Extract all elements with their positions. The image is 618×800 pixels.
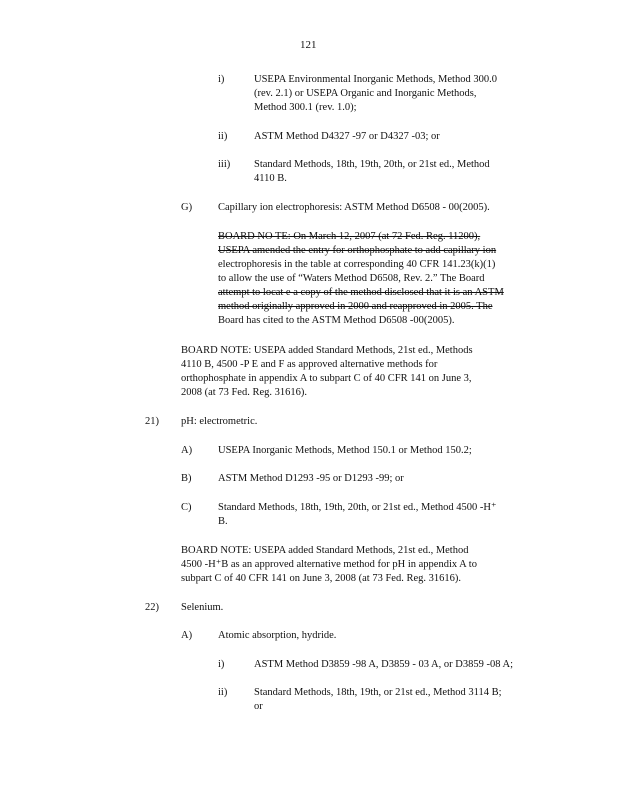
list-marker: C) — [181, 502, 192, 513]
list-marker: B) — [181, 473, 192, 484]
list-marker: ii) — [218, 131, 228, 142]
board-note-line: to allow the use of “Waters Method D6508, Rev. 2.” The Board — [218, 273, 485, 284]
list-item-text: B. — [218, 516, 228, 527]
section-heading: pH: electrometric. — [181, 416, 258, 427]
list-item-text: or — [254, 701, 263, 712]
list-item-text: Standard Methods, 18th, 19th, or 21st ed., Method 3114 B; — [254, 687, 502, 698]
list-item-text: Standard Methods, 18th, 19th, 20th, or 21st ed., Method — [254, 159, 490, 170]
list-marker: i) — [218, 659, 225, 670]
list-marker: A) — [181, 630, 193, 641]
list-item-text: Atomic absorption, hydride. — [218, 630, 337, 641]
list-marker: ii) — [218, 687, 228, 698]
board-note-line: electrophoresis in the table at corresponding 40 CFR 141.23(k)(1) — [218, 259, 496, 270]
list-item-text: Capillary ion electrophoresis: ASTM Method D6508 - 00(2005). — [218, 202, 490, 213]
board-note-line: 2008 (at 73 Fed. Reg. 31616). — [181, 387, 307, 398]
list-item-text: 4110 B. — [254, 173, 287, 184]
board-note-line: subpart C of 40 CFR 141 on June 3, 2008 (at 73 Fed. Reg. 31616). — [181, 573, 461, 584]
list-marker: i) — [218, 74, 225, 85]
page-number: 121 — [300, 39, 317, 51]
board-note-line-struck: USEPA amended the entry for orthophosphate to add capillary ion — [218, 245, 497, 256]
section-marker: 21) — [145, 416, 159, 427]
list-item-text: Method 300.1 (rev. 1.0); — [254, 102, 357, 113]
list-item-text: ASTM Method D4327 -97 or D4327 -03; or — [254, 131, 440, 142]
board-note-line: BOARD NOTE: USEPA added Standard Methods, 21st ed., Method — [181, 545, 469, 556]
section-marker: 22) — [145, 602, 159, 613]
board-note-line-struck: BOARD NO TE: On March 12, 2007 (at 72 Fed. Reg. 11200), — [218, 231, 481, 242]
list-marker: A) — [181, 445, 193, 456]
list-item-text: Standard Methods, 18th, 19th, 20th, or 21st ed., Method 4500 -H⁺ — [218, 502, 497, 513]
board-note-line: 4500 -H⁺B as an approved alternative method for pH in appendix A to — [181, 559, 477, 570]
list-item-text: USEPA Inorganic Methods, Method 150.1 or Method 150.2; — [218, 445, 472, 456]
section-heading: Selenium. — [181, 602, 224, 613]
board-note-line: Board has cited to the ASTM Method D6508 -00(2005). — [218, 315, 455, 326]
list-item-text: ASTM Method D1293 -95 or D1293 -99; or — [218, 473, 404, 484]
board-note-line: orthophosphate in appendix A to subpart C of 40 CFR 141 on June 3, — [181, 373, 472, 384]
list-marker: G) — [181, 202, 193, 213]
board-note-line: 4110 B, 4500 -P E and F as approved alternative methods for — [181, 359, 438, 370]
board-note-line-struck: attempt to locat e a copy of the method disclosed that it is an ASTM — [218, 287, 504, 298]
board-note-line: BOARD NOTE: USEPA added Standard Methods, 21st ed., Methods — [181, 345, 473, 356]
list-item-text: (rev. 2.1) or USEPA Organic and Inorganic Methods, — [254, 88, 477, 99]
board-note-line-struck: method originally approved in 2000 and reapproved in 2005. The — [218, 301, 493, 312]
list-item-text: USEPA Environmental Inorganic Methods, Method 300.0 — [254, 74, 497, 85]
list-item-text: ASTM Method D3859 -98 A, D3859 - 03 A, or D3859 -08 A; — [254, 659, 513, 670]
list-marker: iii) — [218, 159, 231, 170]
